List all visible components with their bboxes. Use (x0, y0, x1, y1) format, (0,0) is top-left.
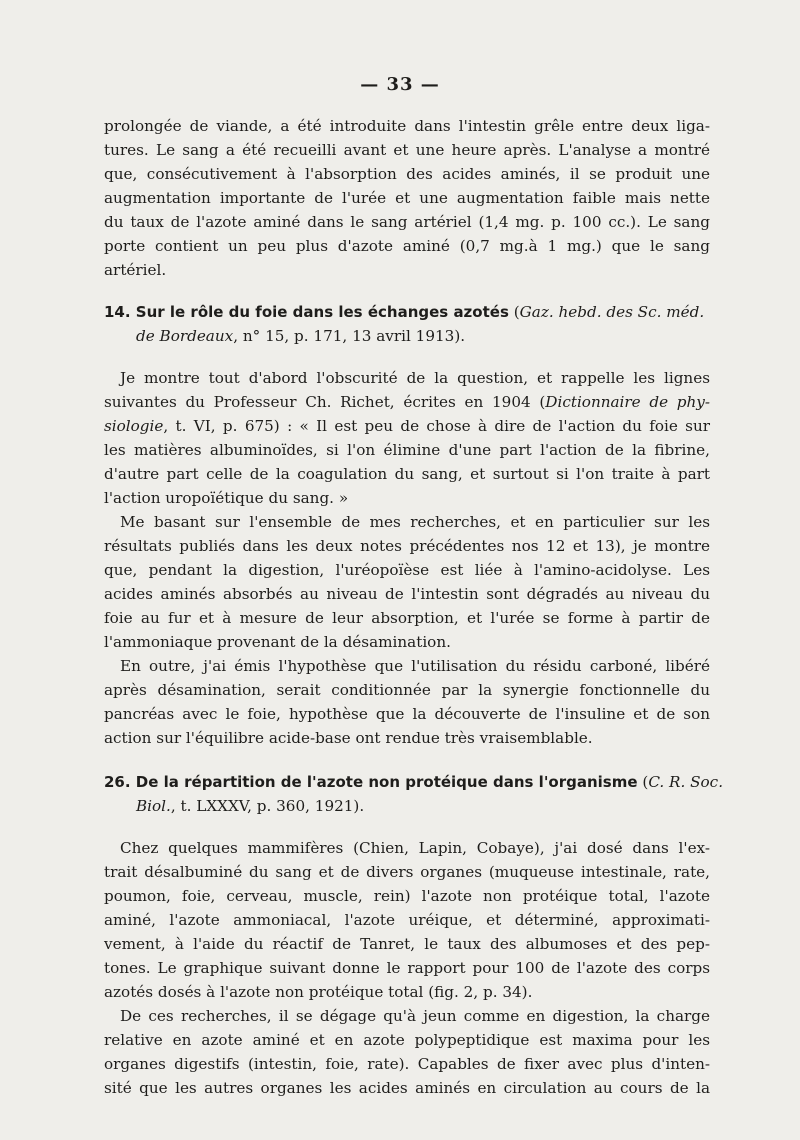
text-line: De ces recherches, il se dégage qu'à jeun comme en digestion, la charge (120, 1007, 710, 1025)
text-line: tones. Le graphique suivant donne le rapport pour 100 de l'azote des corps (104, 959, 710, 977)
text-line: Chez quelques mammifères (Chien, Lapin, Cobaye), j'ai dosé dans l'ex- (120, 839, 710, 857)
text-line: augmentation importante de l'urée et une augmentation faible mais nette (104, 189, 710, 207)
text-line: azotés dosés à l'azote non protéique total (fig. 2, p. 34). (104, 983, 533, 1001)
text-line: résultats publiés dans les deux notes précédentes nos 12 et 13), je montre (104, 537, 710, 555)
text-line: action sur l'équilibre acide-base ont rendue très vraisemblable. (104, 729, 593, 747)
journal-name-cont: Biol. (136, 797, 171, 815)
text-line: prolongée de viande, a été introduite dans l'intestin grêle entre deux liga- (104, 117, 710, 135)
journal-name: Gaz. hebd. des Sc. méd. (519, 303, 705, 321)
text-line: organes digestifs (intestin, foie, rate). Capables de fixer avec plus d'inten- (104, 1055, 710, 1073)
text-line: Me basant sur l'ensemble de mes recherches, et en particulier sur les (120, 513, 710, 531)
reference-open: ( (508, 303, 520, 321)
text-line: que, pendant la digestion, l'uréopoïèse est liée à l'amino-acidolyse. Les (104, 561, 710, 579)
text-line: porte contient un peu plus d'azote aminé (0,7 mg.à 1 mg.) que le sang (104, 237, 710, 255)
text-line: trait désalbuminé du sang et de divers organes (muqueuse intestinale, rate, (104, 863, 710, 881)
section-title: 14. Sur le rôle du foie dans les échanges azotés (104, 303, 509, 321)
reference-details: , t. LXXXV, p. 360, 1921). (170, 797, 365, 815)
text-line: acides aminés absorbés au niveau de l'intestin sont dégradés au niveau du (104, 585, 710, 603)
text-line: aminé, l'azote ammoniacal, l'azote uréique, et déterminé, approximati- (104, 911, 710, 929)
text-line: l'action uropoïétique du sang. » (104, 489, 349, 507)
reference-open: ( (637, 773, 649, 791)
text-line: vement, à l'aide du réactif de Tanret, le taux des albumoses et des pep- (104, 935, 710, 953)
text-line: artériel. (104, 261, 167, 279)
text-line: l'ammoniaque provenant de la désamination. (104, 633, 451, 651)
text-line: Je montre tout d'abord l'obscurité de la question, et rappelle les lignes (120, 369, 710, 387)
text-line: après désamination, serait conditionnée par la synergie fonctionnelle du (104, 681, 710, 699)
text-line: du taux de l'azote aminé dans le sang artériel (1,4 mg. p. 100 cc.). Le sang (104, 213, 710, 231)
reference-details: , n° 15, p. 171, 13 avril 1913). (233, 327, 466, 345)
text-line: tures. Le sang a été recueilli avant et une heure après. L'analyse a montré (104, 141, 710, 159)
text-line: relative en azote aminé et en azote polypeptidique est maxima pour les (104, 1031, 710, 1049)
text-line: les matières albuminoïdes, si l'on élimine d'une part l'action de la fibrine, (104, 441, 710, 459)
text-line: foie au fur et à mesure de leur absorption, et l'urée se forme à partir de (104, 609, 710, 627)
text-line: poumon, foie, cerveau, muscle, rein) l'azote non protéique total, l'azote (104, 887, 710, 905)
section-title: 26. De la répartition de l'azote non protéique dans l'organisme (104, 773, 638, 791)
text-line: d'autre part celle de la coagulation du sang, et surtout si l'on traite à part (104, 465, 710, 483)
journal-name: C. R. Soc. (648, 773, 724, 791)
text-line: sité que les autres organes les acides aminés en circulation au cours de la (104, 1079, 710, 1097)
journal-name-cont: de Bordeaux (136, 327, 234, 345)
dictionary-title: Dictionnaire de phy- (545, 393, 710, 411)
text-line: , t. VI, p. 675) : « Il est peu de chose à dire de l'action du foie sur (163, 417, 710, 435)
text-line: suivantes du Professeur Ch. Richet, écrites en 1904 ( (104, 393, 546, 411)
text-line: que, consécutivement à l'absorption des acides aminés, il se produit une (104, 165, 710, 183)
page-number: — 33 — (360, 74, 440, 95)
dictionary-title-cont: siologie (104, 417, 164, 435)
text-line: En outre, j'ai émis l'hypothèse que l'utilisation du résidu carboné, libéré (120, 657, 710, 675)
text-line: pancréas avec le foie, hypothèse que la découverte de l'insuline et de son (104, 705, 710, 723)
